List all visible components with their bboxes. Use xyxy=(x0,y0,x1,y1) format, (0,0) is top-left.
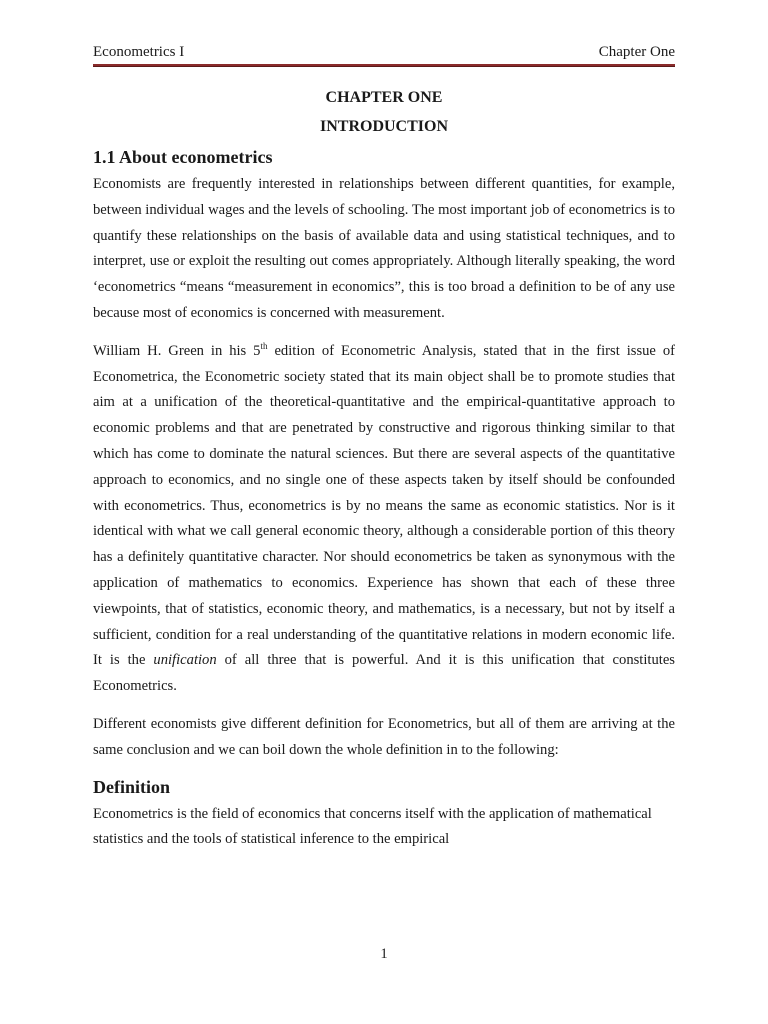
para2-text-a: William H. Green in his 5 xyxy=(93,342,261,359)
header-chapter-label: Chapter One xyxy=(598,44,675,60)
paragraph-intro: Economists are frequently interested in relationships between different quantities, for example, between individual wages and the levels of schooling. The most important job of econometrics is to quantify these relationships on the basis of available data and using statistical techniques, and to interpret, use or exploit the resulting out comes appropriately. Although literally speaking, the word ‘econometrics “means “measurement in economics”, this is too broad a definition to be of any use because most of economics is concerned with measurement. xyxy=(93,176,675,321)
page-number: 1 xyxy=(380,946,388,962)
chapter-label: CHAPTER ONE xyxy=(325,89,443,106)
paragraph-green-quote xyxy=(93,339,675,700)
header-course-title: Econometrics I xyxy=(93,44,185,60)
para2-italic-unification: unification xyxy=(153,652,217,669)
para2-text-b: edition of Econometric Analysis, stated that in the first issue of Econometrica, the Econometric society stated that its main object shall be to promote studies that aim at a unification of the theoretical-quantitative and the empirical-quantitative approach to economic problems and that are penetrated by constructive and rigorous thinking similar to that which has come to dominate the natural sciences. But there are several aspects of the quantitative approach to economics, and no single one of these aspects taken by itself should be confounded with econometrics. Thus, econometrics is by no means the same as economic statistics. Nor is it identical with what we call general economic theory, although a considerable portion of this theory has a definitely quantitative character. Nor should econometrics be taken as synonymous with the application of mathematics to economics. Experience has shown that each of these three viewpoints, that of statistics, economic theory, and mathematics, is a necessary, but not by itself a sufficient, condition for a real understanding of the quantitative relations in modern economic life. It is the xyxy=(93,342,676,669)
page-body xyxy=(93,88,675,865)
paragraph-definition: Econometrics is the field of economics that concerns itself with the application of mathematical statistics and the tools of statistical inference to the empirical xyxy=(93,805,652,848)
header-divider xyxy=(93,64,675,67)
running-header xyxy=(93,43,675,61)
para2-text-c: of all three that is powerful. And it is this unification that constitutes Econometrics. xyxy=(93,652,675,695)
para2-superscript: th xyxy=(260,340,268,351)
section-title-about-econometrics: 1.1 About econometrics xyxy=(93,147,273,167)
section-title-definition: Definition xyxy=(93,776,171,797)
paragraph-definitions-lead: Different economists give different definition for Econometrics, but all of them are arriving at the same conclusion and we can boil down the whole definition in to the following: xyxy=(93,715,675,758)
chapter-title: INTRODUCTION xyxy=(319,118,448,135)
